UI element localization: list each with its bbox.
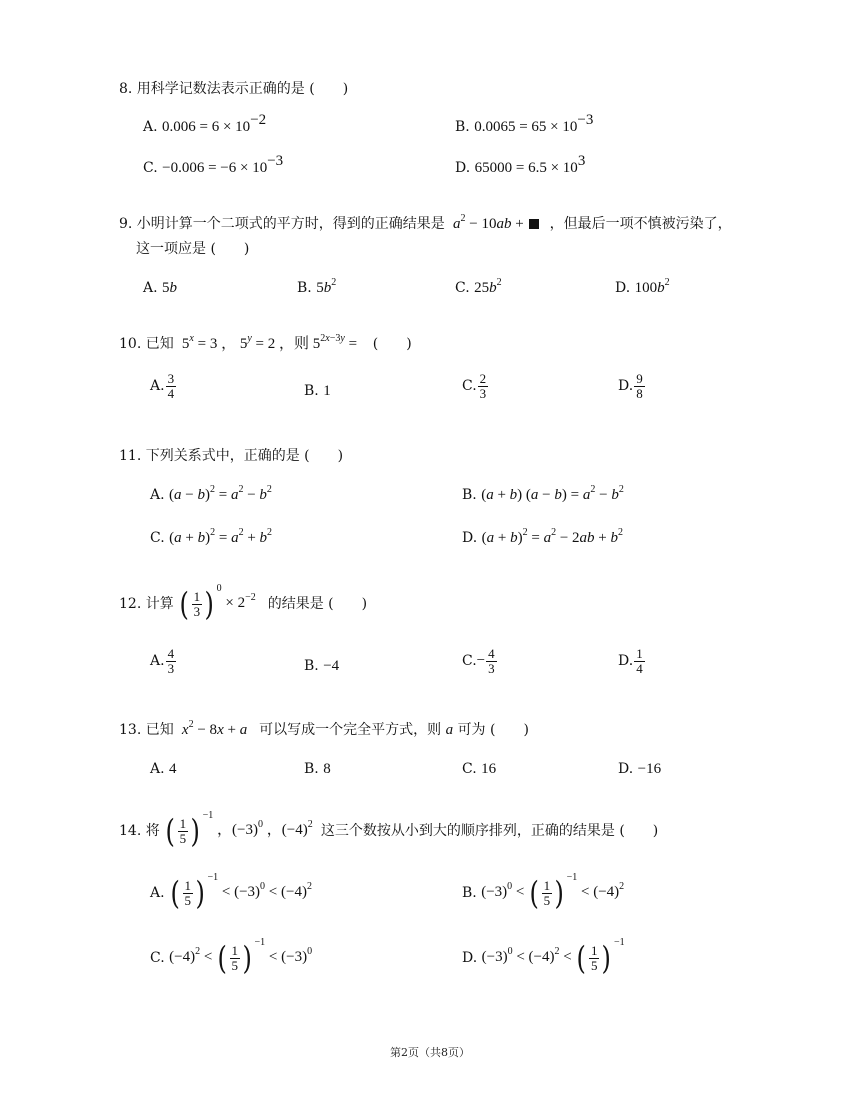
- question-11-option-d[interactable]: [462, 527, 624, 546]
- question-8-option-a[interactable]: [143, 112, 267, 135]
- option-exp: −2: [250, 112, 267, 128]
- minus-sign: −: [476, 652, 486, 669]
- option-label: A.: [150, 653, 165, 670]
- fraction: $\frac{1}{4}$: [636, 646, 643, 676]
- question-11-stem: 11. 下列关系式中，正确的是 ( ): [119, 448, 344, 464]
- option-expr: 1: [323, 383, 331, 399]
- option-expr: 8: [323, 761, 331, 777]
- option-expr: $(-4)^2$ < ( $\frac{1}{5}$ ) $^{-1} < (-3)^0$: [169, 937, 313, 977]
- smudge-square-icon: [529, 219, 539, 229]
- option-label: D.: [618, 761, 634, 777]
- option-expr: −16: [637, 761, 662, 777]
- stem-text: 这三个数按从小到大的顺序排列，正确的结果是 ( ): [320, 823, 659, 839]
- stem-text: 13. 已知: [119, 722, 174, 738]
- question-10-option-b[interactable]: [304, 384, 331, 399]
- option-expr: $25b^2$: [474, 277, 502, 296]
- question-9-stem: [119, 213, 732, 232]
- option-label: A.: [150, 761, 165, 777]
- stem-text: 的结果是 ( ): [267, 596, 368, 612]
- question-14-option-c[interactable]: [150, 937, 313, 977]
- fraction: $\frac{2}{3}$: [479, 371, 487, 401]
- option-label: B.: [462, 885, 477, 901]
- option-expr: $(a - b)^2 = a^2 - b^2$: [169, 484, 272, 503]
- question-12-option-c[interactable]: [462, 647, 498, 675]
- stem-text: 可以写成一个完全平方式，则: [259, 722, 442, 738]
- option-label: B.: [455, 119, 470, 135]
- option-expr: $(a + b)^2 = a^2 + b^2$: [169, 527, 273, 546]
- stem-text: 10. 已知: [119, 336, 174, 352]
- option-expr: −0.006 = −6 × 10: [162, 160, 268, 176]
- option-label: B.: [297, 280, 312, 296]
- question-8-stem: 8. 用科学记数法表示正确的是 ( ): [119, 81, 349, 97]
- option-label: D.: [615, 280, 631, 296]
- question-11-option-a[interactable]: [150, 484, 272, 503]
- question-12-stem: [119, 583, 368, 623]
- question-8-option-d[interactable]: [455, 153, 586, 176]
- stem-math: $x^2 - 8x + a$: [181, 719, 248, 738]
- option-label: A.: [143, 280, 158, 296]
- stem-text: 可为 ( ): [457, 722, 529, 738]
- option-label: C.: [462, 761, 477, 777]
- question-14-stem: [119, 810, 659, 850]
- stem-text: ，但最后一项不慎被污染了，: [549, 216, 732, 232]
- option-label: A.: [150, 378, 165, 395]
- stem-paren: ( ): [372, 336, 412, 352]
- stem-math: $a^2 - 10ab$ +: [449, 216, 545, 232]
- question-12-option-d[interactable]: [618, 647, 646, 675]
- option-label: C.: [143, 160, 158, 176]
- option-expr: 4: [169, 761, 177, 777]
- fraction: $\frac{9}{8}$: [636, 371, 643, 401]
- option-label: D.: [462, 530, 478, 546]
- option-label: C.: [462, 653, 477, 670]
- fraction: $\frac{4}{3}$: [488, 646, 495, 676]
- option-label: A.: [143, 119, 158, 135]
- option-label: A.: [150, 487, 165, 503]
- question-14-option-a[interactable]: [150, 872, 312, 912]
- question-14-option-d[interactable]: [462, 937, 625, 977]
- stem-math: ( $\frac{1}{5}$ ) $^{-1}$ ，$(-3)^0$ ，$(-4)^2$: [165, 810, 313, 850]
- stem-text: 9. 小明计算一个二项式的平方时，得到的正确结果是: [119, 216, 445, 232]
- option-expr: 5b: [162, 280, 178, 296]
- question-8-option-b[interactable]: [455, 112, 594, 135]
- option-label: B.: [462, 487, 477, 503]
- stem-text: 14. 将: [119, 823, 160, 839]
- option-label: B.: [304, 761, 319, 777]
- option-expr: $100b^2$: [634, 277, 670, 296]
- option-expr: 0.0065 = 65 × 10: [474, 119, 578, 135]
- option-expr: 65000 = 6.5 × 10: [474, 160, 578, 176]
- option-label: D.: [462, 950, 478, 966]
- option-expr: ( $\frac{1}{5}$ ) $^{-1} < (-3)^0 < (-4)^2$: [170, 872, 312, 912]
- question-13-option-c[interactable]: [462, 762, 496, 777]
- question-12-option-a[interactable]: [150, 647, 177, 675]
- option-label: C.: [150, 530, 165, 546]
- question-9-stem-line2: 这一项应是 ( ): [136, 241, 250, 257]
- question-9-option-a[interactable]: [143, 281, 177, 296]
- page-footer: 第2页（共8页）: [390, 1046, 470, 1059]
- fraction: $\frac{4}{3}$: [167, 646, 175, 676]
- question-12-option-b[interactable]: [304, 659, 339, 674]
- question-11-option-c[interactable]: [150, 527, 273, 546]
- option-expr: 16: [481, 761, 497, 777]
- option-expr: $5b^2$: [316, 277, 337, 296]
- option-exp: 3: [577, 153, 586, 169]
- option-label: D.: [618, 653, 634, 670]
- question-13-option-d[interactable]: [618, 762, 661, 777]
- option-exp: −3: [267, 153, 284, 169]
- option-label: C.: [455, 280, 470, 296]
- question-10-option-c[interactable]: [462, 372, 489, 400]
- question-9-option-b[interactable]: [297, 277, 337, 296]
- question-9-option-c[interactable]: [455, 277, 502, 296]
- stem-text: 12. 计算: [119, 596, 174, 612]
- option-label: B.: [304, 658, 319, 674]
- question-10-option-a[interactable]: [150, 372, 177, 400]
- question-11-option-b[interactable]: [462, 484, 624, 503]
- stem-math: ( $\frac{1}{3}$ ) $^0 \times 2^{-2}$: [179, 583, 256, 623]
- question-10-option-d[interactable]: [618, 372, 646, 400]
- question-13-option-a[interactable]: [150, 762, 177, 777]
- option-expr: 0.006 = 6 × 10: [162, 119, 251, 135]
- option-expr: (a + b) $(a - b) = a^2 - b^2$: [481, 484, 624, 503]
- option-label: D.: [455, 160, 471, 176]
- option-label: D.: [618, 378, 634, 395]
- question-10-stem: [119, 333, 412, 352]
- option-expr: $(-3)^0 < (-4)^2$ < ( $\frac{1}{5}$ ) $^{-1}$: [481, 937, 625, 977]
- option-label: C.: [462, 378, 477, 395]
- option-expr: −4: [323, 658, 340, 674]
- option-label: C.: [150, 950, 165, 966]
- option-label: B.: [304, 383, 319, 399]
- question-9-option-d[interactable]: [615, 277, 670, 296]
- option-label: A.: [150, 885, 165, 901]
- option-expr: $(a + b)^2 = a^2 - 2ab + b^2$: [481, 527, 624, 546]
- question-13-stem: [119, 719, 529, 738]
- option-exp: −3: [577, 112, 594, 128]
- question-13-option-b[interactable]: [304, 762, 331, 777]
- question-14-option-b[interactable]: [462, 872, 625, 912]
- option-expr: $(-3)^0$ < ( $\frac{1}{5}$ ) $^{-1} < (-4)^2$: [481, 872, 625, 912]
- question-8-option-c[interactable]: [143, 153, 284, 176]
- fraction: $\frac{3}{4}$: [167, 371, 175, 401]
- stem-math: $5^x = 3$ ， $5^y = 2$ ，则 $5^{2x-3y}$ =: [178, 333, 369, 352]
- stem-variable: a: [445, 722, 454, 738]
